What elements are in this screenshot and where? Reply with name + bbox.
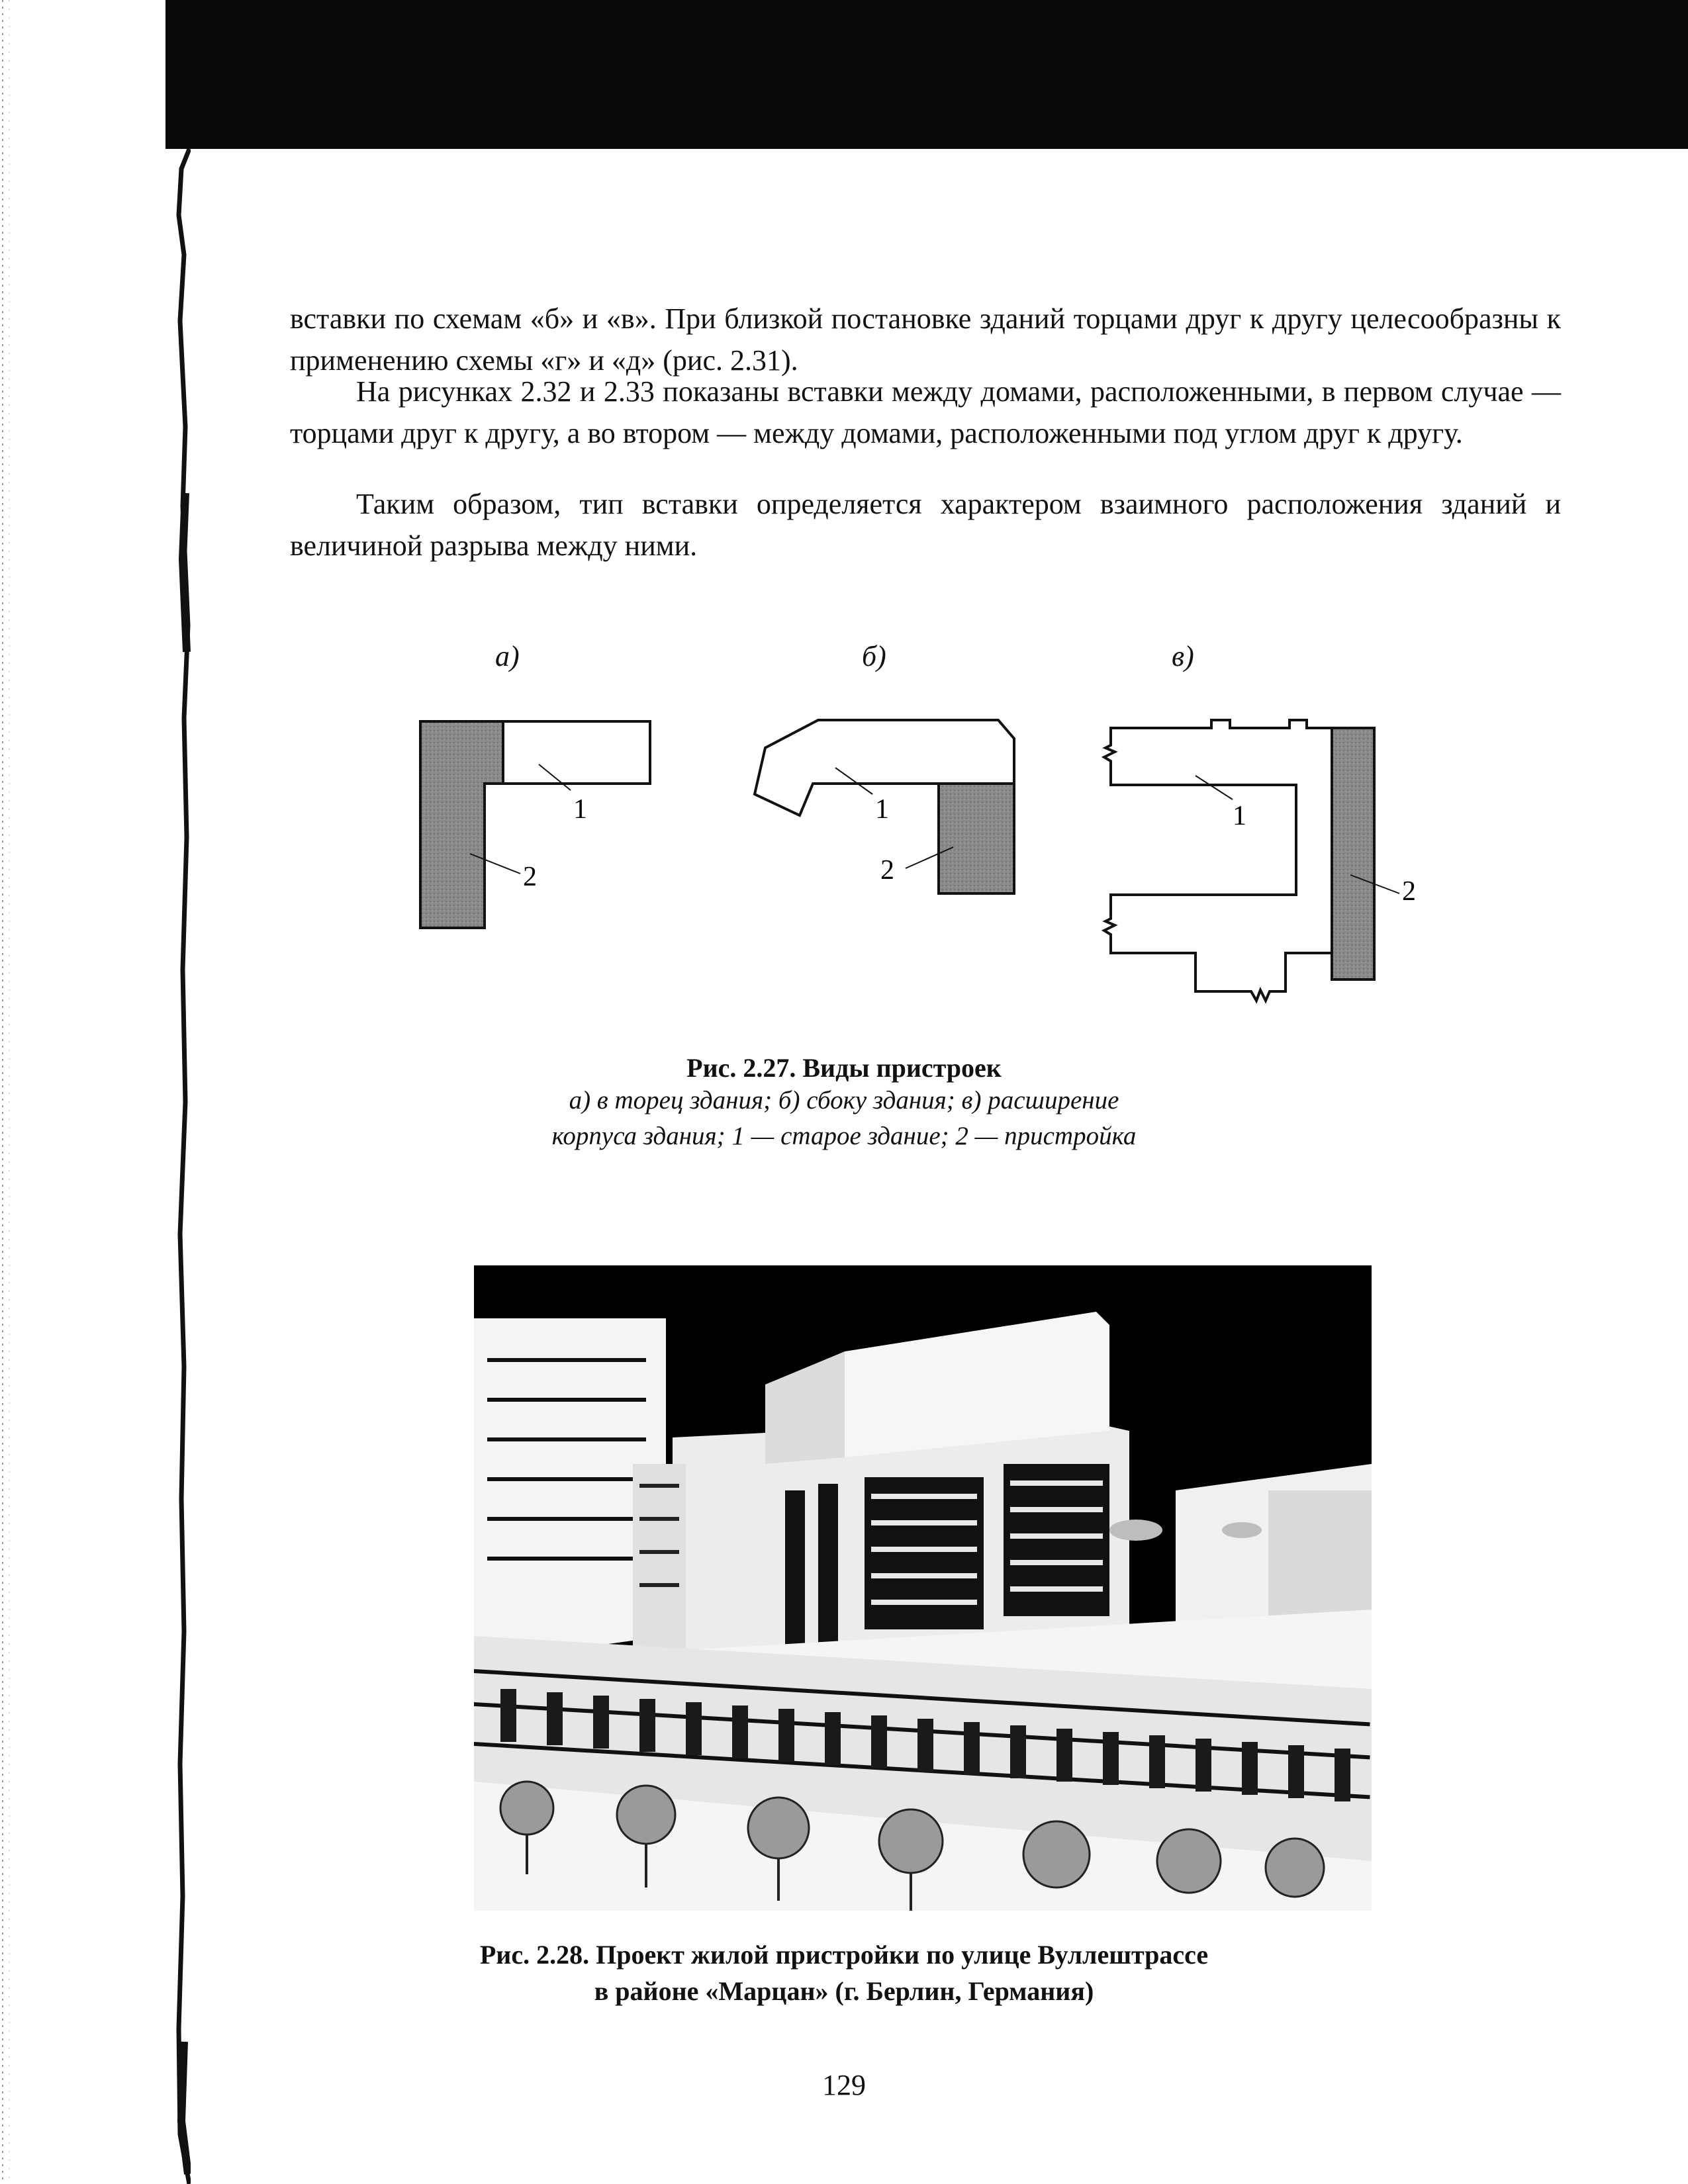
paragraph-1: вставки по схемам «б» и «в». При близкой постановке зданий торцами друг к другу целесообразны к применению схемы «г» и «д» (рис. 2.31). xyxy=(290,302,1561,377)
paragraph-3: Таким образом, тип вставки определяется характером взаимного расположения зданий и величиной разрыва между ними. xyxy=(290,488,1561,562)
figure-label-a: а) xyxy=(495,640,520,672)
scheme-a xyxy=(420,721,650,928)
figure-label-v: в) xyxy=(1172,640,1194,672)
scan-top-dark-band xyxy=(0,0,1688,149)
page-number: 129 xyxy=(822,2069,866,2101)
paragraph-2: На рисунках 2.32 и 2.33 показаны вставки между домами, расположенными, в первом случае — торцами друг к другу, а во втором — между домами, расположенными под углом друг к другу. xyxy=(290,375,1561,449)
residential-extension-photo xyxy=(474,1265,1372,1911)
extension-b xyxy=(939,784,1014,893)
scheme-b xyxy=(755,720,1014,893)
figure-1-caption-line-1: а) в торец здания; б) сбоку здания; в) расширение xyxy=(569,1086,1119,1115)
figure-1-caption-line-2: корпуса здания; 1 — старое здание; 2 — пристройка xyxy=(551,1122,1137,1150)
book-binding-edge xyxy=(159,149,191,2184)
extension-a xyxy=(420,721,503,928)
callout-b-2: 2 xyxy=(880,855,894,886)
figure-2-caption-line-2: в районе «Марцан» (г. Берлин, Германия) xyxy=(594,1976,1094,2006)
old-building-v xyxy=(1104,720,1332,1001)
figure-2-caption-line-1: Рис. 2.28. Проект жилой пристройки по улице Вуллештрассе xyxy=(479,1940,1209,1970)
extension-v xyxy=(1332,728,1374,979)
building-model-image xyxy=(474,1265,1372,1911)
callout-b-1: 1 xyxy=(875,794,889,825)
figure-1-caption-title: Рис. 2.27. Виды пристроек xyxy=(686,1053,1002,1083)
callout-a-2: 2 xyxy=(523,862,537,892)
old-building-a xyxy=(503,721,650,784)
building-extension-diagram xyxy=(397,702,1456,1046)
callout-v-1: 1 xyxy=(1233,801,1246,831)
callout-a-1: 1 xyxy=(573,794,587,825)
callout-v-2: 2 xyxy=(1402,876,1416,907)
scheme-v xyxy=(1104,720,1416,1001)
figure-label-b: б) xyxy=(862,640,886,672)
